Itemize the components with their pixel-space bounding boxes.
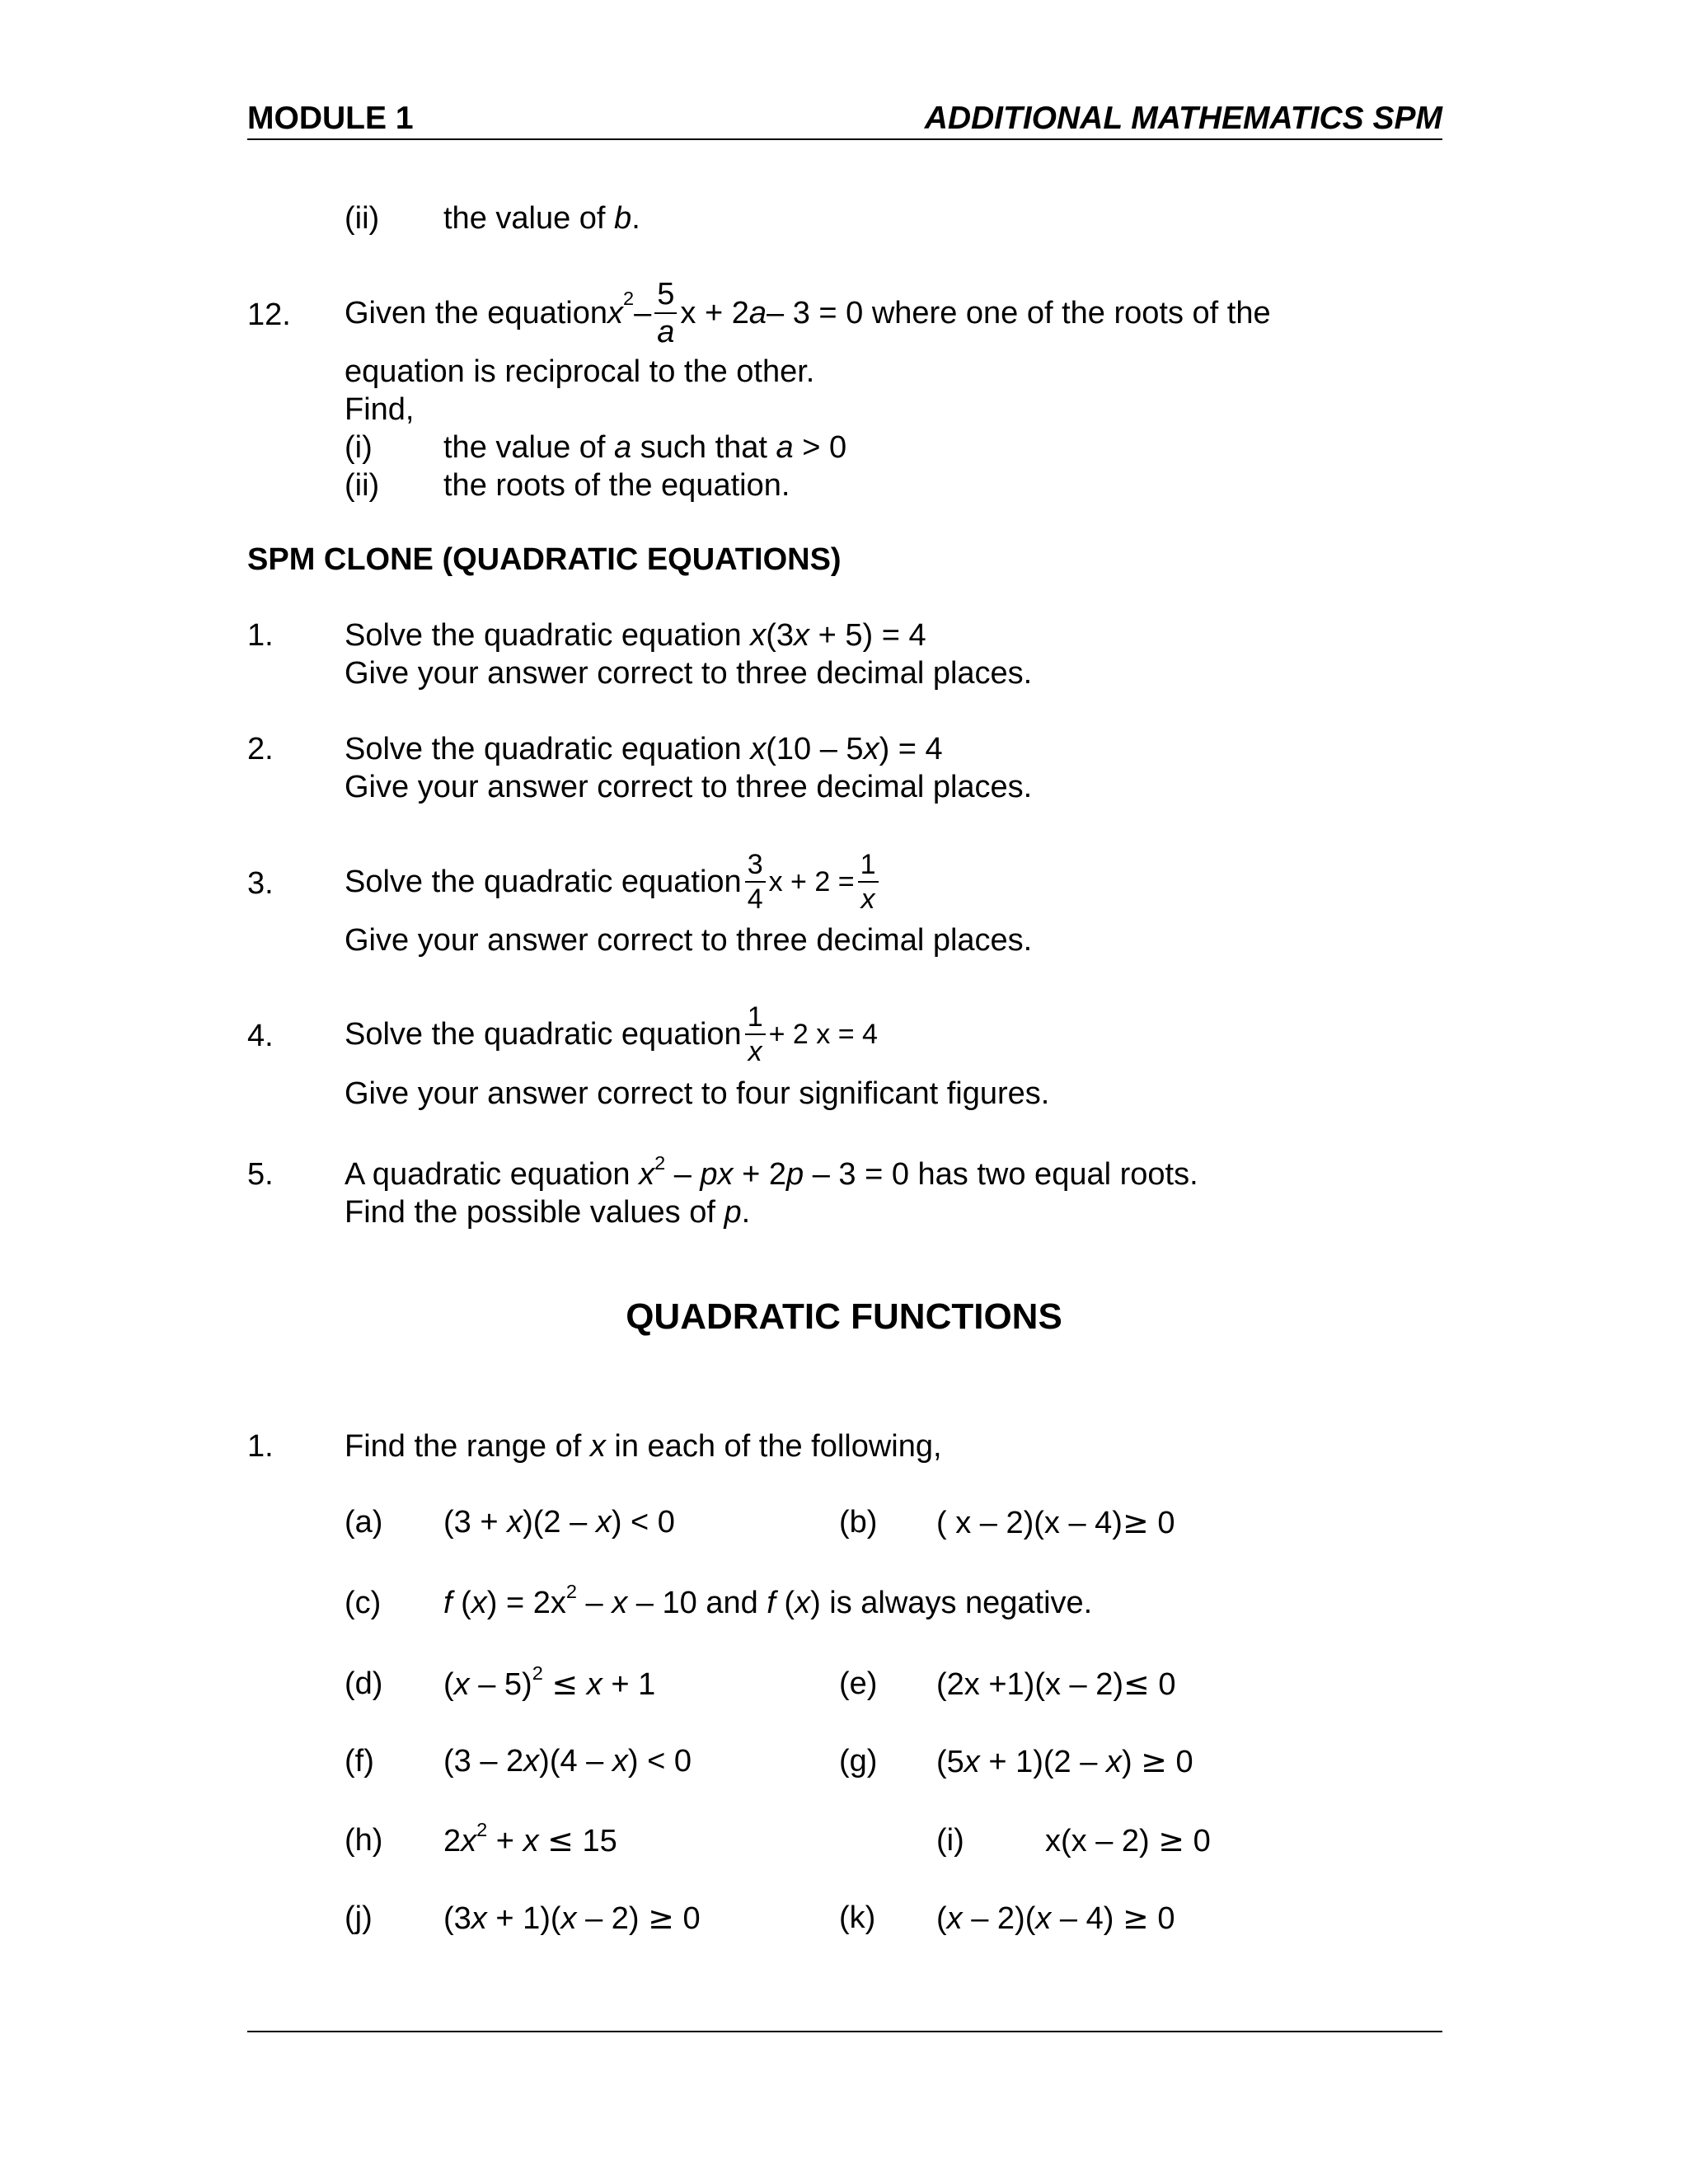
qf-part-a-label: (a) (345, 1505, 383, 1540)
q12-part-i-text: the value of a such that a > 0 (443, 430, 847, 465)
spm-clone-heading: SPM CLONE (QUADRATIC EQUATIONS) (247, 542, 842, 577)
qf-part-b-expr: ( x – 2)(x – 4)≥ 0 (936, 1504, 1175, 1540)
clone-q2-number: 2. (247, 732, 274, 766)
qf-part-g-expr: (5x + 1)(2 – x) ≥ 0 (936, 1743, 1193, 1779)
qf-part-e-expr: (2x +1)(x – 2)≤ 0 (936, 1666, 1176, 1702)
qf-part-f-label: (f) (345, 1744, 374, 1779)
q11-part-ii-label: (ii) (345, 201, 380, 236)
clone-q5-number: 5. (247, 1157, 274, 1192)
q12-part-ii-label: (ii) (345, 468, 380, 503)
quadratic-functions-heading: QUADRATIC FUNCTIONS (626, 1296, 1062, 1337)
qf-part-e-label: (e) (839, 1666, 878, 1701)
q12-line2: equation is reciprocal to the other. (345, 354, 815, 389)
qf-q1-text: Find the range of x in each of the following, (345, 1429, 942, 1464)
clone-q2-line2: Give your answer correct to three decimal places. (345, 770, 1033, 804)
clone-q1-number: 1. (247, 618, 274, 653)
qf-part-j-label: (j) (345, 1900, 373, 1935)
clone-q5-text: A quadratic equation $x^2$ – px + 2p – 3 = 0 has two equal roots. (345, 1152, 1198, 1192)
qf-part-g-label: (g) (839, 1744, 878, 1779)
qf-part-h-expr: $2x^2 + x \le 15$ (443, 1819, 617, 1858)
clone-q3-text: Solve the quadratic equation $\frac{3}{4}$ x + 2 = $\frac{1}{x}$ (345, 841, 882, 923)
clone-q5-line2: Find the possible values of p. (345, 1195, 751, 1230)
clone-q1-text: Solve the quadratic equation x(3x + 5) = 4 (345, 618, 926, 653)
subject-title: ADDITIONAL MATHEMATICS SPM (924, 101, 1442, 136)
footer-rule (247, 2031, 1442, 2032)
qf-q1-number: 1. (247, 1429, 274, 1464)
qf-part-j-expr: (3x + 1)(x – 2) ≥ 0 (443, 1900, 701, 1936)
q12-part-i-label: (i) (345, 430, 373, 465)
qf-part-f-expr: (3 – 2x)(4 – x) < 0 (443, 1744, 692, 1779)
qf-part-i-label: (i) (936, 1823, 964, 1858)
module-label: MODULE 1 (247, 101, 414, 136)
q12-line1: Given the equation x $^2$ – $\frac{5}{a}$ x + 2 a – 3 = 0 where one of the roots of the (345, 277, 1271, 349)
clone-q3-number: 3. (247, 866, 274, 901)
clone-q4-line2: Give your answer correct to four significant figures. (345, 1076, 1050, 1111)
qf-part-a-expr: (3 + x)(2 – x) < 0 (443, 1505, 675, 1540)
header-rule (247, 138, 1442, 140)
clone-q4-text: Solve the quadratic equation $\frac{1}{x}$ + 2 x = 4 (345, 1001, 878, 1067)
clone-q3-line2: Give your answer correct to three decimal places. (345, 923, 1033, 958)
qf-part-k-label: (k) (839, 1900, 876, 1935)
clone-q4-number: 4. (247, 1019, 274, 1053)
clone-q4-fraction: $\frac{1}{x}$ (745, 1003, 766, 1066)
clone-q1-line2: Give your answer correct to three decimal places. (345, 656, 1033, 691)
clone-q3-fraction-left: $\frac{3}{4}$ (745, 851, 766, 913)
qf-part-k-expr: (x – 2)(x – 4) ≥ 0 (936, 1900, 1175, 1936)
q11-part-ii-text: the value of b. (443, 201, 640, 236)
clone-q2-text: Solve the quadratic equation x(10 – 5x) = 4 (345, 732, 943, 766)
qf-part-c-label: (c) (345, 1586, 382, 1620)
clone-q3-fraction-right: $\frac{1}{x}$ (858, 851, 879, 913)
q12-find: Find, (345, 392, 415, 427)
qf-part-h-label: (h) (345, 1823, 383, 1858)
q12-part-ii-text: the roots of the equation. (443, 468, 790, 503)
qf-part-i-expr: x(x – 2) ≥ 0 (1045, 1822, 1211, 1858)
qf-part-d-expr: (x – 5)$^2$ ≤ x + 1 (443, 1662, 656, 1702)
q12-number: 12. (247, 298, 291, 332)
qf-part-c-expr: f $(x) = 2x^2 - x - 10$ and f (x) is always negative. (443, 1581, 1093, 1620)
q12-fraction: $\frac{5}{a}$ (654, 279, 677, 348)
qf-part-d-label: (d) (345, 1666, 383, 1701)
qf-part-b-label: (b) (839, 1505, 878, 1540)
